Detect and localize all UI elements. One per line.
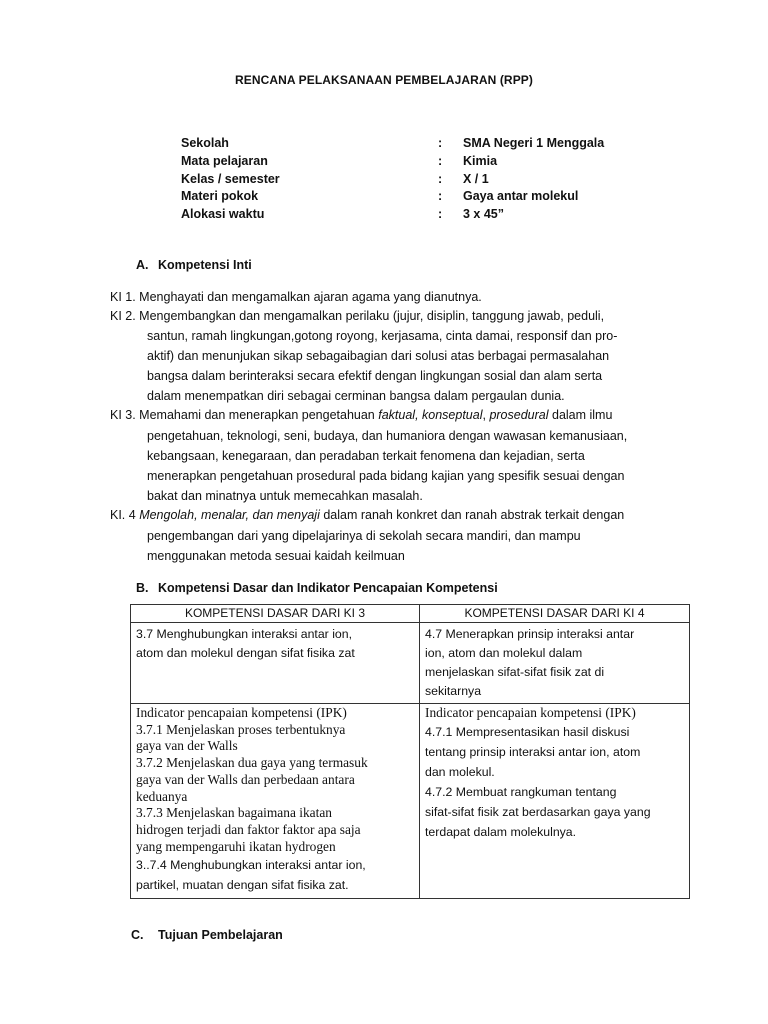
identity-sep: : xyxy=(438,172,443,186)
ki3-suffix: dalam ilmu xyxy=(548,408,613,422)
ki3-line: pengetahuan, teknologi, seni, budaya, dan humaniora dengan wawasan kemanusiaan, xyxy=(147,429,628,443)
kd-line: menjelaskan sifat-sifat fisik zat di xyxy=(425,665,605,679)
section-a-heading: Kompetensi Inti xyxy=(158,258,252,272)
ipk-right-cell xyxy=(420,704,690,899)
ipk-line: keduanya xyxy=(136,788,188,804)
ki2-line: aktif) dan menunjukan sikap sebagaibagian dari solusi atas berbagai permasalahan xyxy=(147,349,610,363)
identity-sep: : xyxy=(438,207,443,221)
identity-label-school: Sekolah xyxy=(181,136,229,150)
ki3-emphasis-2: prosedural xyxy=(489,408,549,422)
kd-right-cell xyxy=(420,623,690,704)
ipk-line: 3..7.4 Menghubungkan interaksi antar ion, xyxy=(136,858,366,873)
ipk-line: 4.7.2 Membuat rangkuman tentang xyxy=(425,784,617,799)
kd-table xyxy=(130,604,690,899)
table-header-cell: KOMPETENSI DASAR DARI KI 3 xyxy=(131,605,420,623)
ki4-first-line xyxy=(110,505,624,525)
kd-line: atom dan molekul dengan sifat fisika zat xyxy=(136,646,355,660)
ipk-line: gaya van der Walls xyxy=(136,738,238,754)
identity-sep: : xyxy=(438,136,443,150)
identity-sep: : xyxy=(438,154,443,168)
ki4-line: pengembangan dari yang dipelajarinya di sekolah secara mandiri, dan mampu xyxy=(147,529,581,543)
table-header-cell: KOMPETENSI DASAR DARI KI 4 xyxy=(420,605,690,623)
identity-value-topic: Gaya antar molekul xyxy=(463,189,579,203)
kd-line: sekitarnya xyxy=(425,684,482,698)
ipk-left-cell xyxy=(131,704,420,899)
ki2-line: KI 2. Mengembangkan dan mengamalkan perilaku (jujur, disiplin, tanggung jawab, peduli, xyxy=(110,309,605,323)
identity-value-subject: Kimia xyxy=(463,154,498,168)
table-row xyxy=(131,704,690,899)
ki3-emphasis-1: faktual, konseptual xyxy=(378,408,483,422)
ki3-first-line xyxy=(110,405,612,425)
section-a-marker: A. xyxy=(136,258,149,272)
identity-label-topic: Materi pokok xyxy=(181,189,259,203)
section-b-marker: B. xyxy=(136,581,149,595)
table-row xyxy=(131,623,690,704)
ipk-line: yang mempengaruhi ikatan hydrogen xyxy=(136,838,336,854)
ipk-line: tentang prinsip interaksi antar ion, atom xyxy=(425,744,641,759)
identity-label-subject: Mata pelajaran xyxy=(181,154,268,168)
kd-line: 3.7 Menghubungkan interaksi antar ion, xyxy=(136,627,353,641)
ipk-line: 3.7.2 Menjelaskan dua gaya yang termasuk xyxy=(136,755,368,771)
ipk-line: 4.7.1 Mempresentasikan hasil diskusi xyxy=(425,724,630,739)
section-b-heading: Kompetensi Dasar dan Indikator Pencapaian Kompetensi xyxy=(158,581,498,595)
ki4-suffix: dalam ranah konkret dan ranah abstrak terkait dengan xyxy=(319,508,625,522)
ipk-line: gaya van der Walls dan perbedaan antara xyxy=(136,771,355,787)
table-header-row xyxy=(131,605,690,623)
identity-value-time: 3 x 45” xyxy=(463,207,505,221)
ipk-line: 3.7.1 Menjelaskan proses terbentuknya xyxy=(136,721,346,737)
ki3-line: kebangsaan, kenegaraan, dan peradaban terkait fenomena dan kejadian, serta xyxy=(147,449,585,463)
identity-label-time: Alokasi waktu xyxy=(181,207,265,221)
ipk-line: dan molekul. xyxy=(425,764,495,779)
kd-left-cell xyxy=(131,623,420,704)
ki4-emphasis: Mengolah, menalar, dan menyaji xyxy=(139,508,320,522)
identity-value-school: SMA Negeri 1 Menggala xyxy=(463,136,605,150)
ki1-text: KI 1. Menghayati dan mengamalkan ajaran agama yang dianutnya. xyxy=(110,290,482,304)
ipk-line: sifat-sifat fisik zat berdasarkan gaya yang xyxy=(425,804,651,819)
identity-value-class: X / 1 xyxy=(463,172,489,186)
ki2-line: santun, ramah lingkungan,gotong royong, kerjasama, cinta damai, responsif dan pro- xyxy=(147,329,618,343)
ipk-line: 3.7.3 Menjelaskan bagaimana ikatan xyxy=(136,805,332,821)
identity-sep: : xyxy=(438,189,443,203)
section-c-heading: Tujuan Pembelajaran xyxy=(158,928,283,942)
ki3-line: bakat dan minatnya untuk memecahkan masalah. xyxy=(147,489,423,503)
ki3-line: menerapkan pengetahuan prosedural pada bidang kajian yang spesifik sesuai dengan xyxy=(147,469,625,483)
section-c-marker: C. xyxy=(131,928,144,942)
document-title: RENCANA PELAKSANAAN PEMBELAJARAN (RPP) xyxy=(234,73,534,87)
ki3-comma: , xyxy=(482,408,490,422)
kd-line: 4.7 Menerapkan prinsip interaksi antar xyxy=(425,627,635,641)
kd-line: ion, atom dan molekul dalam xyxy=(425,646,583,660)
ipk-line: Indicator pencapaian kompetensi (IPK) xyxy=(136,705,347,720)
ki4-line: menggunakan metoda sesuai kaidah keilmuan xyxy=(147,549,405,563)
ki2-line: dalam menempatkan diri sebagai cerminan bangsa dalam pergaulan dunia. xyxy=(147,389,565,403)
ipk-line: Indicator pencapaian kompetensi (IPK) xyxy=(425,705,636,720)
ki2-line: bangsa dalam berinteraksi secara efektif dengan lingkungan sosial dan alam serta xyxy=(147,369,603,383)
identity-label-class: Kelas / semester xyxy=(181,172,280,186)
ki4-prefix: KI. 4 xyxy=(110,508,140,522)
ipk-line: partikel, muatan dengan sifat fisika zat. xyxy=(136,878,349,893)
ki3-prefix: KI 3. Memahami dan menerapkan pengetahuan xyxy=(110,408,379,422)
ipk-line: terdapat dalam molekulnya. xyxy=(425,824,577,839)
ipk-line: hidrogen terjadi dan faktor faktor apa saja xyxy=(136,821,361,837)
